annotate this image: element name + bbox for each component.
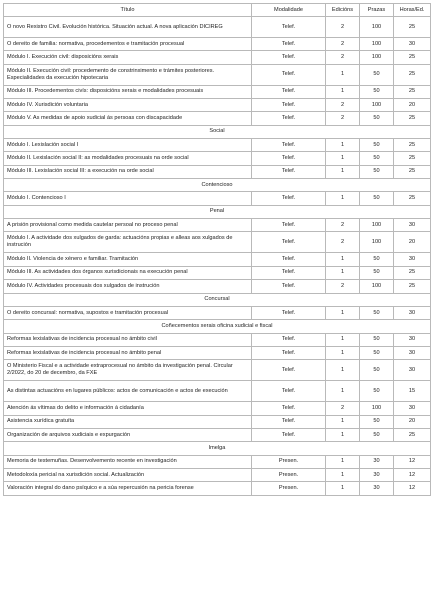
hours-cell: 12 xyxy=(394,482,431,495)
hours-cell: 25 xyxy=(394,266,431,279)
modality-cell: Presen. xyxy=(252,455,326,468)
modality-cell: Telef. xyxy=(252,38,326,51)
hours-cell: 25 xyxy=(394,112,431,125)
places-cell: 100 xyxy=(360,17,394,38)
hours-cell: 30 xyxy=(394,306,431,319)
places-cell: 50 xyxy=(360,346,394,359)
section-heading: Coñecementos xerais oficina xudicial e fiscal xyxy=(4,320,431,333)
editions-cell: 1 xyxy=(326,306,360,319)
modality-cell: Telef. xyxy=(252,139,326,152)
title-cell: Organización de arquivos xudiciais e expurgación xyxy=(4,428,252,441)
hours-cell: 25 xyxy=(394,64,431,85)
courses-table-container xyxy=(3,3,430,496)
hours-cell: 30 xyxy=(394,346,431,359)
hours-cell: 15 xyxy=(394,381,431,402)
editions-cell: 1 xyxy=(326,139,360,152)
editions-cell: 2 xyxy=(326,17,360,38)
table-row xyxy=(4,112,431,125)
places-cell: 50 xyxy=(360,165,394,178)
editions-cell: 1 xyxy=(326,428,360,441)
header-places: Prazas xyxy=(360,4,394,17)
hours-cell: 30 xyxy=(394,38,431,51)
header-modality: Modalidade xyxy=(252,4,326,17)
modality-cell: Telef. xyxy=(252,232,326,253)
places-cell: 50 xyxy=(360,428,394,441)
table-row xyxy=(4,482,431,495)
table-row xyxy=(4,381,431,402)
modality-cell: Telef. xyxy=(252,253,326,266)
section-heading: Penal xyxy=(4,205,431,218)
places-cell: 50 xyxy=(360,360,394,381)
section-row xyxy=(4,205,431,218)
title-cell: Módulo I. A actividade dos xulgados de garda: actuacións propias e alleas aos xulgados de instrución xyxy=(4,232,252,253)
places-cell: 50 xyxy=(360,64,394,85)
table-header xyxy=(4,4,431,17)
title-cell: Atención ás vítimas do delito e información á cidadanía xyxy=(4,402,252,415)
section-row xyxy=(4,442,431,455)
table-row xyxy=(4,428,431,441)
title-cell: O Ministerio Fiscal e a actividade extraprocesual no ámbito da investigación penal. Circular 2/2022, do 20 de decembro, da FXE xyxy=(4,360,252,381)
editions-cell: 2 xyxy=(326,99,360,112)
hours-cell: 25 xyxy=(394,139,431,152)
section-heading: Social xyxy=(4,125,431,138)
title-cell: Módulo III. Procedementos civís: disposicións xerais e modalidades procesuais xyxy=(4,85,252,98)
title-cell: O novo Rexistro Civil. Evolución histórica. Situación actual. A nova aplicación DICIREG xyxy=(4,17,252,38)
table-row xyxy=(4,253,431,266)
courses-table xyxy=(3,3,431,496)
editions-cell: 1 xyxy=(326,468,360,481)
header-hours: Horas/Ed. xyxy=(394,4,431,17)
table-row xyxy=(4,219,431,232)
editions-cell: 1 xyxy=(326,482,360,495)
title-cell: Módulo III. As actividades dos órganos xurisdicionais na execución penal xyxy=(4,266,252,279)
editions-cell: 1 xyxy=(326,360,360,381)
modality-cell: Telef. xyxy=(252,112,326,125)
editions-cell: 2 xyxy=(326,402,360,415)
title-cell: Reformas lexislativas de incidencia procesual no ámbito penal xyxy=(4,346,252,359)
places-cell: 50 xyxy=(360,333,394,346)
hours-cell: 25 xyxy=(394,51,431,64)
places-cell: 100 xyxy=(360,280,394,293)
modality-cell: Telef. xyxy=(252,152,326,165)
hours-cell: 30 xyxy=(394,333,431,346)
table-row xyxy=(4,333,431,346)
editions-cell: 1 xyxy=(326,152,360,165)
editions-cell: 1 xyxy=(326,381,360,402)
title-cell: Valoración integral do dano psíquico e a súa repercusión na pericia forense xyxy=(4,482,252,495)
places-cell: 50 xyxy=(360,253,394,266)
title-cell: Módulo II. Violencia de xénero e familiar. Tramitación xyxy=(4,253,252,266)
title-cell: Módulo II. Lexislación social II: as modalidades procesuais na orde social xyxy=(4,152,252,165)
hours-cell: 25 xyxy=(394,165,431,178)
section-row xyxy=(4,293,431,306)
places-cell: 100 xyxy=(360,232,394,253)
table-row xyxy=(4,455,431,468)
hours-cell: 30 xyxy=(394,253,431,266)
editions-cell: 1 xyxy=(326,253,360,266)
editions-cell: 1 xyxy=(326,266,360,279)
hours-cell: 25 xyxy=(394,192,431,205)
editions-cell: 2 xyxy=(326,38,360,51)
table-row xyxy=(4,346,431,359)
table-row xyxy=(4,152,431,165)
places-cell: 50 xyxy=(360,266,394,279)
section-heading: Imelga xyxy=(4,442,431,455)
places-cell: 100 xyxy=(360,219,394,232)
hours-cell: 12 xyxy=(394,455,431,468)
title-cell: Módulo II. Execución civil: procedemento de constrinximento e trámites posteriores. Especialidades da execución hipotecaria xyxy=(4,64,252,85)
title-cell: Asistencia xurídica gratuíta xyxy=(4,415,252,428)
editions-cell: 2 xyxy=(326,232,360,253)
table-row xyxy=(4,266,431,279)
places-cell: 30 xyxy=(360,468,394,481)
table-row xyxy=(4,165,431,178)
hours-cell: 30 xyxy=(394,360,431,381)
modality-cell: Presen. xyxy=(252,482,326,495)
table-row xyxy=(4,468,431,481)
title-cell: Módulo I. Lexislación social I xyxy=(4,139,252,152)
title-cell: Reformas lexislativas de incidencia procesual no ámbito civil xyxy=(4,333,252,346)
modality-cell: Telef. xyxy=(252,51,326,64)
modality-cell: Telef. xyxy=(252,192,326,205)
title-cell: Memoria de testemuñas. Desenvolvemento recente en investigación xyxy=(4,455,252,468)
table-row xyxy=(4,99,431,112)
hours-cell: 25 xyxy=(394,85,431,98)
places-cell: 30 xyxy=(360,482,394,495)
editions-cell: 1 xyxy=(326,192,360,205)
places-cell: 50 xyxy=(360,306,394,319)
modality-cell: Telef. xyxy=(252,333,326,346)
table-row xyxy=(4,192,431,205)
table-row xyxy=(4,64,431,85)
modality-cell: Telef. xyxy=(252,99,326,112)
places-cell: 100 xyxy=(360,51,394,64)
modality-cell: Telef. xyxy=(252,415,326,428)
header-title: Título xyxy=(4,4,252,17)
places-cell: 50 xyxy=(360,112,394,125)
places-cell: 100 xyxy=(360,402,394,415)
hours-cell: 25 xyxy=(394,17,431,38)
table-row xyxy=(4,85,431,98)
hours-cell: 25 xyxy=(394,428,431,441)
editions-cell: 1 xyxy=(326,415,360,428)
places-cell: 50 xyxy=(360,85,394,98)
section-heading: Contencioso xyxy=(4,179,431,192)
section-row xyxy=(4,125,431,138)
title-cell: Módulo IV. Xurisdición voluntaria xyxy=(4,99,252,112)
places-cell: 50 xyxy=(360,192,394,205)
hours-cell: 20 xyxy=(394,415,431,428)
table-row xyxy=(4,306,431,319)
modality-cell: Telef. xyxy=(252,381,326,402)
editions-cell: 2 xyxy=(326,280,360,293)
title-cell: A prisión provisional como medida cautelar persoal no proceso penal xyxy=(4,219,252,232)
table-row xyxy=(4,51,431,64)
table-row xyxy=(4,360,431,381)
section-row xyxy=(4,179,431,192)
hours-cell: 20 xyxy=(394,99,431,112)
section-heading: Concursal xyxy=(4,293,431,306)
modality-cell: Telef. xyxy=(252,165,326,178)
modality-cell: Telef. xyxy=(252,266,326,279)
places-cell: 50 xyxy=(360,152,394,165)
modality-cell: Telef. xyxy=(252,306,326,319)
table-row xyxy=(4,280,431,293)
table-body xyxy=(4,17,431,496)
title-cell: Metodoloxía pericial na xurisdición social. Actualización xyxy=(4,468,252,481)
hours-cell: 30 xyxy=(394,219,431,232)
modality-cell: Telef. xyxy=(252,402,326,415)
hours-cell: 25 xyxy=(394,152,431,165)
places-cell: 100 xyxy=(360,38,394,51)
title-cell: Módulo I. Contencioso I xyxy=(4,192,252,205)
hours-cell: 30 xyxy=(394,402,431,415)
editions-cell: 1 xyxy=(326,346,360,359)
editions-cell: 2 xyxy=(326,219,360,232)
table-row xyxy=(4,139,431,152)
modality-cell: Telef. xyxy=(252,346,326,359)
title-cell: O dereito concursal: normativa, supostos e tramitación procesual xyxy=(4,306,252,319)
modality-cell: Telef. xyxy=(252,428,326,441)
title-cell: Módulo I. Execución civil: disposicións xerais xyxy=(4,51,252,64)
table-row xyxy=(4,415,431,428)
table-row xyxy=(4,402,431,415)
editions-cell: 1 xyxy=(326,333,360,346)
modality-cell: Telef. xyxy=(252,360,326,381)
hours-cell: 20 xyxy=(394,232,431,253)
modality-cell: Telef. xyxy=(252,64,326,85)
hours-cell: 12 xyxy=(394,468,431,481)
places-cell: 30 xyxy=(360,455,394,468)
header-row xyxy=(4,4,431,17)
places-cell: 100 xyxy=(360,99,394,112)
modality-cell: Telef. xyxy=(252,219,326,232)
table-row xyxy=(4,17,431,38)
modality-cell: Presen. xyxy=(252,468,326,481)
places-cell: 50 xyxy=(360,381,394,402)
title-cell: Módulo III. Lexislación social III: a execución na orde social xyxy=(4,165,252,178)
places-cell: 50 xyxy=(360,415,394,428)
modality-cell: Telef. xyxy=(252,17,326,38)
editions-cell: 2 xyxy=(326,51,360,64)
places-cell: 50 xyxy=(360,139,394,152)
title-cell: O dereito de familia: normativa, procedementos e tramitación procesual xyxy=(4,38,252,51)
editions-cell: 1 xyxy=(326,455,360,468)
table-row xyxy=(4,232,431,253)
title-cell: As distintas actuacións en lugares públicos: actos de comunicación e actos de execución xyxy=(4,381,252,402)
table-row xyxy=(4,38,431,51)
modality-cell: Telef. xyxy=(252,280,326,293)
editions-cell: 1 xyxy=(326,85,360,98)
modality-cell: Telef. xyxy=(252,85,326,98)
editions-cell: 1 xyxy=(326,64,360,85)
header-editions: Edicións xyxy=(326,4,360,17)
title-cell: Módulo V. As medidas de apoio xudicial ás persoas con discapacidade xyxy=(4,112,252,125)
editions-cell: 1 xyxy=(326,165,360,178)
section-row xyxy=(4,320,431,333)
editions-cell: 2 xyxy=(326,112,360,125)
hours-cell: 25 xyxy=(394,280,431,293)
title-cell: Módulo IV. Actividades procesuais dos xulgados de instrución xyxy=(4,280,252,293)
